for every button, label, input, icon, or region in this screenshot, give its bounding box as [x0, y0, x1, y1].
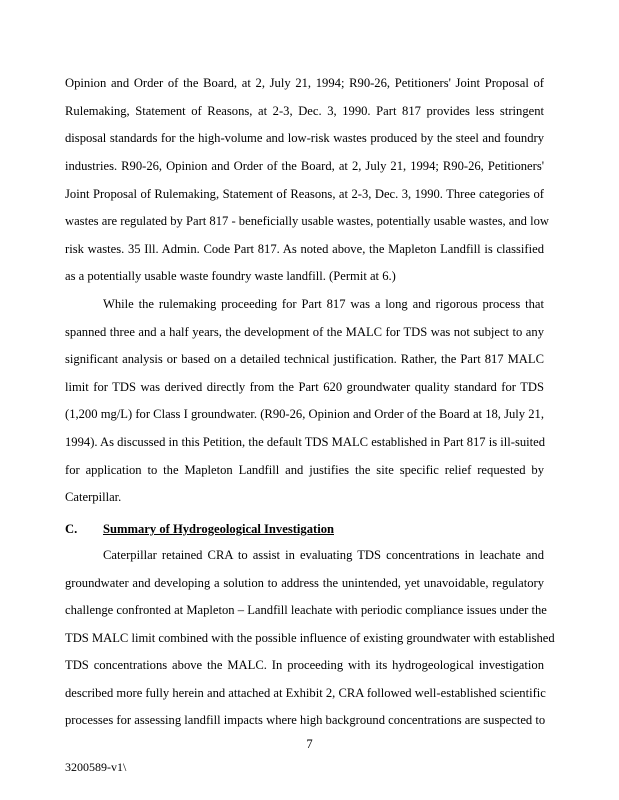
para3-line: Caterpillar retained CRA to assist in evaluating TDS concentrations in leachate and: [103, 548, 544, 562]
para1-line: Opinion and Order of the Board, at 2, July 21, 1994; R90-26, Petitioners' Joint Proposal of: [65, 76, 544, 90]
para1-line: Rulemaking, Statement of Reasons, at 2-3, Dec. 3, 1990. Part 817 provides less stringent: [65, 104, 544, 118]
para2-line: Caterpillar.: [65, 490, 122, 504]
para2-line: While the rulemaking proceeding for Part 817 was a long and rigorous process that: [103, 297, 544, 311]
para1-line: disposal standards for the high-volume and low-risk wastes produced by the steel and foundry: [65, 131, 544, 145]
para2-line: for application to the Mapleton Landfill and justifies the site specific relief requested by: [65, 463, 544, 477]
section-number: C.: [65, 522, 78, 536]
para1-line: Joint Proposal of Rulemaking, Statement of Reasons, at 2-3, Dec. 3, 1990. Three categories of: [65, 187, 544, 201]
para2-line: limit for TDS was derived directly from the Part 620 groundwater quality standard for TDS: [65, 380, 544, 394]
document-id: 3200589-v1\: [65, 760, 127, 774]
para1-line: industries. R90-26, Opinion and Order of the Board, at 2, July 21, 1994; R90-26, Petitioners': [65, 159, 544, 173]
para3-line: described more fully herein and attached at Exhibit 2, CRA followed well-established scientific: [65, 686, 546, 700]
para3-line: challenge confronted at Mapleton – Landfill leachate with periodic compliance issues under the: [65, 603, 547, 617]
para3-line: TDS concentrations above the MALC. In proceeding with its hydrogeological investigation: [65, 658, 544, 672]
para2-line: (1,200 mg/L) for Class I groundwater. (R90-26, Opinion and Order of the Board at 18, July 21,: [65, 407, 544, 421]
para1-line: wastes are regulated by Part 817 - beneficially usable wastes, potentially usable wastes, and low: [65, 214, 550, 228]
para2-line: 1994). As discussed in this Petition, the default TDS MALC established in Part 817 is ill-suited: [65, 435, 546, 449]
para3-line: TDS MALC limit combined with the possible influence of existing groundwater with established: [65, 631, 555, 645]
para3-line: groundwater and developing a solution to address the unintended, yet unavoidable, regulatory: [65, 576, 544, 590]
para2-line: spanned three and a half years, the development of the MALC for TDS was not subject to any: [65, 325, 544, 339]
para3-line: processes for assessing landfill impacts where high background concentrations are suspected to: [65, 713, 546, 727]
para1-line: risk wastes. 35 Ill. Admin. Code Part 817. As noted above, the Mapleton Landfill is classified: [65, 242, 544, 256]
para2-line: significant analysis or based on a detailed technical justification. Rather, the Part 817 MALC: [65, 352, 544, 366]
page-number: 7: [306, 737, 313, 751]
para1-line: as a potentially usable waste foundry waste landfill. (Permit at 6.): [65, 269, 396, 283]
section-title: Summary of Hydrogeological Investigation: [103, 522, 334, 536]
